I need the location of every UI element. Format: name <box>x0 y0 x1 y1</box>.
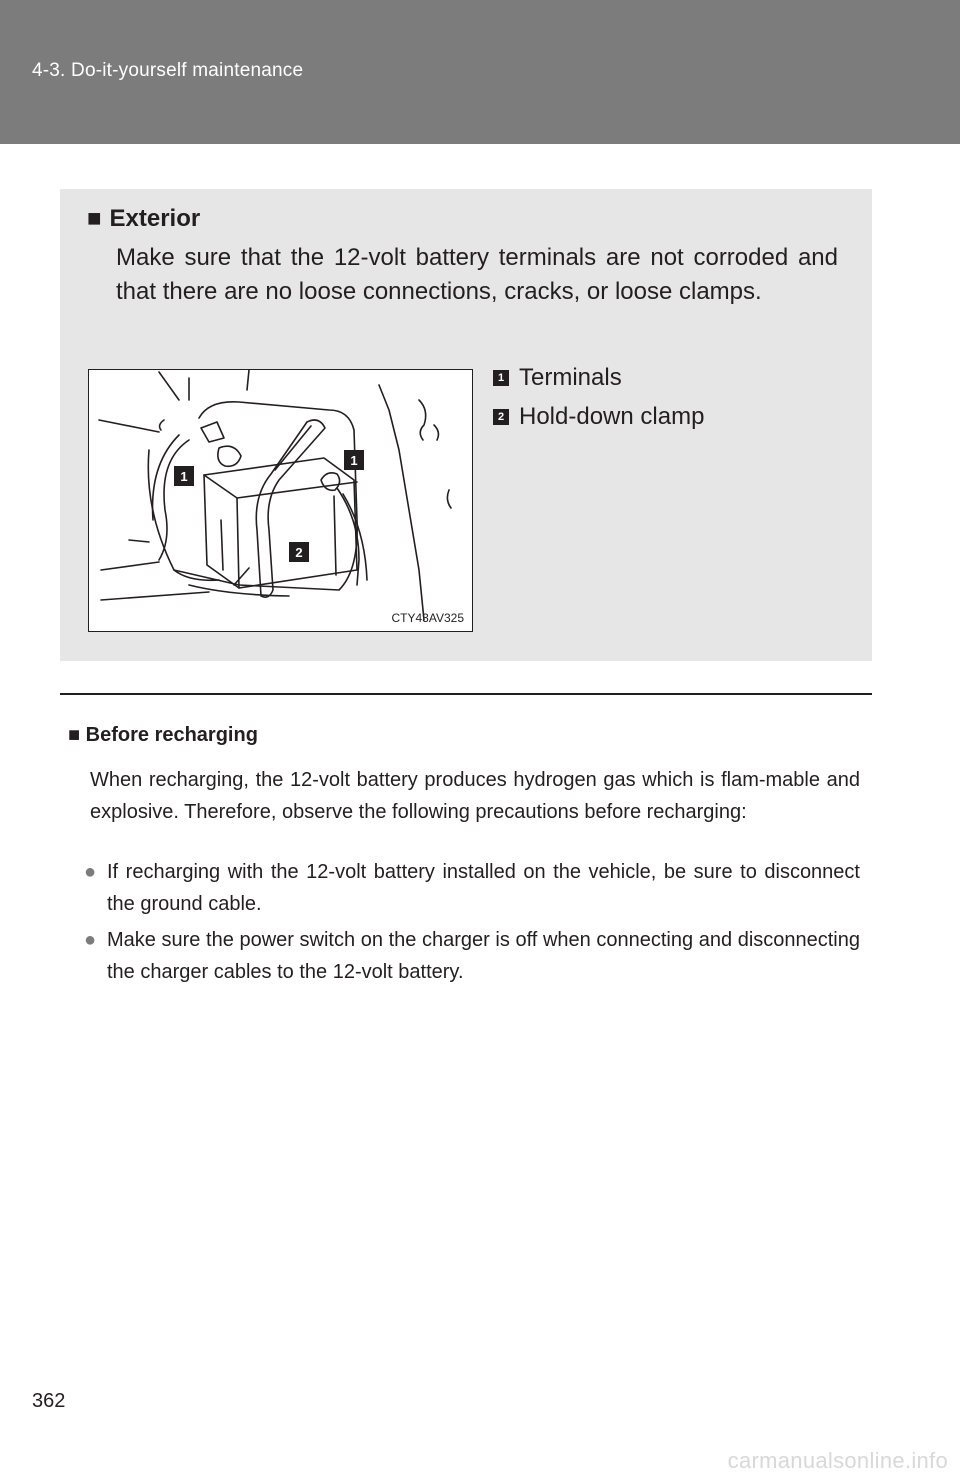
round-bullet-icon: ● <box>84 861 97 883</box>
recharging-heading-text: Before recharging <box>85 724 258 746</box>
callout-terminal-left: 1 <box>174 466 194 486</box>
legend-label: Hold-down clamp <box>519 403 705 430</box>
precaution-item <box>84 924 860 988</box>
round-bullet-icon: ● <box>84 929 97 951</box>
precaution-text: Make sure the power switch on the charger is off when connecting and disconnecting the charger cables to the 12-volt battery. <box>107 929 860 983</box>
precaution-item <box>84 856 860 920</box>
section-divider <box>60 693 872 695</box>
exterior-text: Make sure that the 12-volt battery terminals are not corroded and that there are no loose connections, cracks, or loose clamps. <box>116 244 838 305</box>
exterior-heading-text: Exterior <box>109 205 201 232</box>
callout-hold-down-clamp: 2 <box>289 542 309 562</box>
square-bullet-icon: ■ <box>68 724 81 746</box>
figure-code: CTY43AV325 <box>391 611 464 625</box>
callout-terminal-right: 1 <box>344 450 364 470</box>
legend-item-terminals <box>493 363 622 393</box>
precaution-text: If recharging with the 12-volt battery installed on the vehicle, be sure to disconnect the ground cable. <box>107 861 860 915</box>
header-bar <box>0 0 960 144</box>
recharging-heading <box>68 724 258 747</box>
battery-illustration <box>88 369 473 632</box>
exterior-info-box <box>60 189 872 661</box>
legend-item-hold-down-clamp <box>493 402 704 432</box>
legend-number-badge: 2 <box>493 409 509 425</box>
section-title: 4-3. Do-it-yourself maintenance <box>32 60 304 81</box>
battery-line-drawing <box>89 370 471 630</box>
exterior-heading <box>87 205 200 233</box>
watermark: carmanualsonline.info <box>727 1448 948 1473</box>
page-number: 362 <box>32 1390 66 1412</box>
square-bullet-icon: ■ <box>87 205 102 232</box>
legend-number-badge: 1 <box>493 370 509 386</box>
legend-label: Terminals <box>519 364 622 391</box>
recharging-text: When recharging, the 12-volt battery produces hydrogen gas which is flam-mable and explosive. Therefore, observe the following precautions before recharging: <box>90 769 860 823</box>
